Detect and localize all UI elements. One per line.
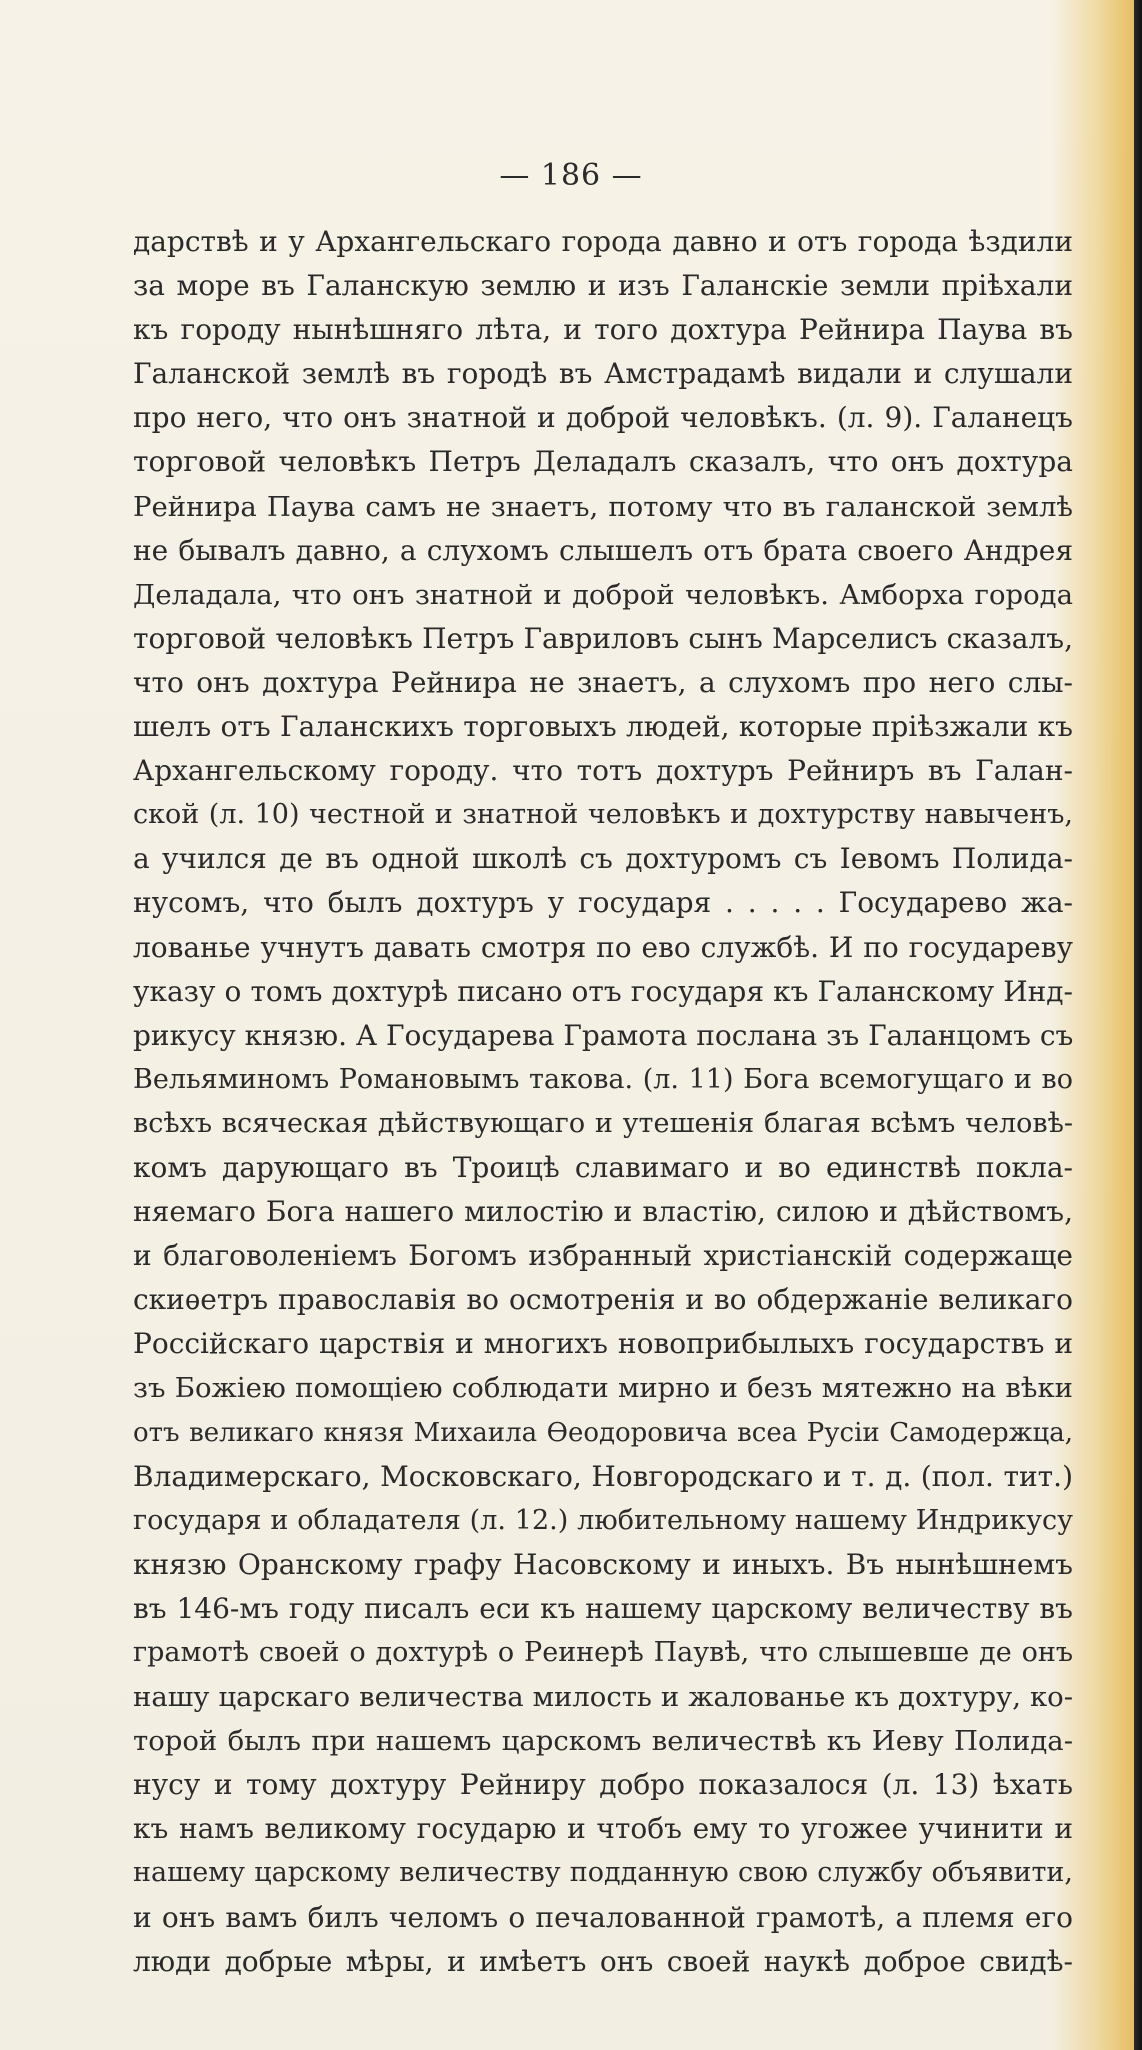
text-line: торговой человѣкъ Петръ Гавриловъ сынъ Марселисъ сказалъ, xyxy=(133,621,1073,655)
text-line: не бывалъ давно, а слухомъ слышелъ отъ брата своего Андрея xyxy=(133,533,1073,567)
text-line: нусомъ, что былъ дохтуръ у государя . . . . . Государево жа- xyxy=(133,886,1073,920)
text-line: торой былъ при нашемъ царскомъ величествѣ къ Иеву Полида- xyxy=(133,1725,1073,1758)
text-line: няемаго Бога нашего милостію и властію, силою и дѣйствомъ, xyxy=(133,1195,1073,1229)
text-line: отъ великаго князя Михаила Ѳеодоровича всеа Русіи Самодержца, xyxy=(133,1417,1073,1448)
text-line: лованье учнутъ давать смотря по ево службѣ. И по государеву xyxy=(133,930,1073,964)
text-line: а учился де въ одной школѣ съ дохтуромъ съ Іевомъ Полида- xyxy=(133,842,1073,876)
text-line: зъ Божіею помощіею соблюдати мирно и безъ мятежно на вѣки xyxy=(133,1372,1073,1405)
text-line: дарствѣ и у Архангельскаго города давно и отъ города ѣздили xyxy=(133,225,1073,258)
text-line: государя и обладателя (л. 12.) любительному нашему Индрикусу xyxy=(133,1504,1073,1536)
text-line: нашему царскому величеству подданную свою службу объявити, xyxy=(133,1857,1073,1889)
text-line: и онъ вамъ билъ челомъ о печалованной грамотѣ, а племя его xyxy=(133,1900,1073,1934)
text-line: Россійскаго царствія и многихъ новоприбылыхъ государствъ и xyxy=(133,1327,1073,1361)
text-line: къ городу нынѣшняго лѣта, и того дохтура Рейнира Паува въ xyxy=(133,313,1073,347)
text-line: рикусу князю. А Государева Грамота послана зъ Галанцомъ съ xyxy=(133,1018,1074,1052)
body-text xyxy=(133,220,1073,1984)
text-line: торговой человѣкъ Петръ Деладалъ сказалъ, что онъ дохтура xyxy=(133,445,1073,479)
text-line: всѣхъ всяческая дѣйствующаго и утешенія благая всѣмъ человѣ- xyxy=(133,1107,1073,1139)
text-line: про него, что онъ знатной и доброй человѣкъ. (л. 9). Галанецъ xyxy=(133,401,1073,435)
text-line: что онъ дохтура Рейнира не знаетъ, а слухомъ про него слы- xyxy=(133,665,1073,699)
text-line: Галанской землѣ въ городѣ въ Амстрадамѣ видали и слушали xyxy=(133,357,1073,391)
text-line: Владимерскаго, Московскаго, Новгородскаго и т. д. (пол. тит.) xyxy=(133,1459,1073,1493)
text-line: Рейнира Паува самъ не знаетъ, потому что въ галанской землѣ xyxy=(133,490,1073,523)
text-line: указу о томъ дохтурѣ писано отъ государя къ Галанскому Инд- xyxy=(133,974,1073,1008)
text-line: князю Оранскому графу Насовскому и иныхъ. Въ нынѣшнемъ xyxy=(133,1547,1073,1581)
page-binding-edge xyxy=(1134,0,1142,2050)
text-line: Архангельскому городу. что тотъ дохтуръ Рейниръ въ Галан- xyxy=(133,754,1073,788)
text-line: шелъ отъ Галанскихъ торговыхъ людей, которые пріѣзжали къ xyxy=(133,710,1073,744)
text-line: нашу царскаго величества милость и жалованье къ дохтуру, ко- xyxy=(133,1681,1073,1714)
text-line: грамотѣ своей о дохтурѣ о Реинерѣ Паувѣ, что слышевше де онъ xyxy=(133,1637,1073,1668)
text-line: за море въ Галанскую землю и изъ Галанскіе земли пріѣхали xyxy=(133,269,1073,303)
text-line: ской (л. 10) честной и знатной человѣкъ и дохтурству навыченъ, xyxy=(133,799,1073,831)
text-line: въ 146-мъ году писалъ еси къ нашему царскому величеству въ xyxy=(133,1591,1073,1625)
text-line: комъ дарующаго въ Троицѣ славимаго и во единствѣ покла- xyxy=(133,1150,1073,1184)
text-line: Деладала, что онъ знатной и доброй человѣкъ. Амборха города xyxy=(133,578,1073,611)
page-number: — 186 — xyxy=(499,158,643,193)
text-line: скиѳетръ православія во осмотренія и во обдержаніе великаго xyxy=(133,1283,1073,1317)
text-line: къ намъ великому государю и чтобъ ему то угожее учинити и xyxy=(133,1812,1073,1846)
text-line: нусу и тому дохтуру Рейниру добро показалося (л. 13) ѣхать xyxy=(133,1768,1073,1802)
text-line: и благоволеніемъ Богомъ избранный христіанскій содержаще xyxy=(133,1239,1073,1273)
text-line: люди добрые мѣры, и имѣетъ онъ своей наукѣ доброе свидѣ- xyxy=(133,1944,1073,1978)
text-line: Вельяминомъ Романовымъ такова. (л. 11) Бога всемогущаго и во xyxy=(133,1063,1073,1095)
